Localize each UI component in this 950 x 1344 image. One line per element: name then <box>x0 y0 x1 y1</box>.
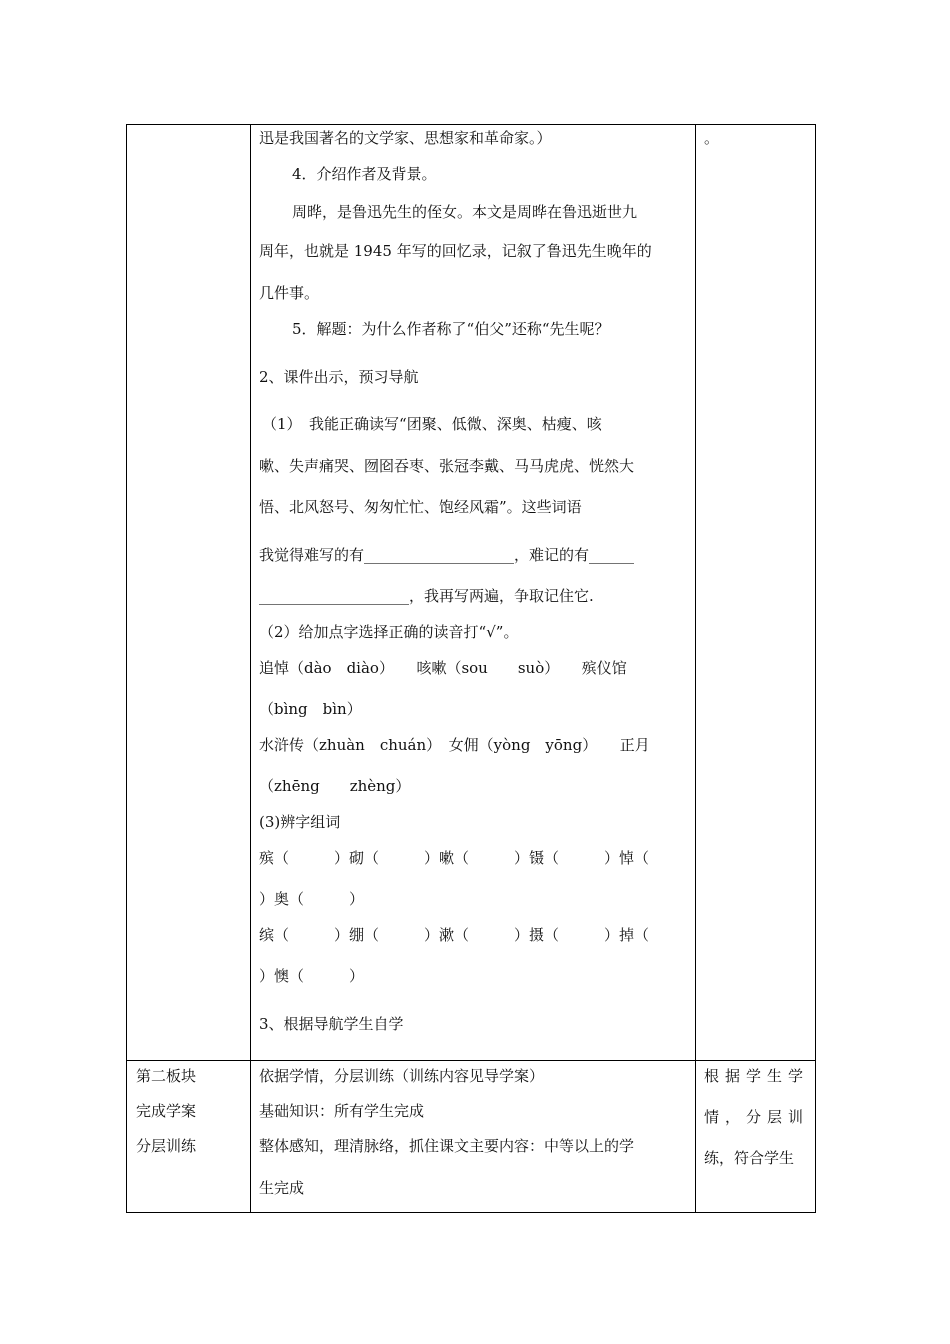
text-line: ）懊（ ） <box>259 967 365 985</box>
text-line: 整体感知，理清脉络，抓住课文主要内容：中等以上的学 <box>259 1137 635 1155</box>
text-line: 5．解题：为什么作者称了“伯父”还称“先生呢？ <box>292 320 610 338</box>
text-line: （bìng bìn） <box>259 700 362 718</box>
text-line: 追悼（dào diào） 咳嗽（sou suò） 殡仪馆 <box>259 659 627 677</box>
text-line: 3、根据导航学生自学 <box>259 1015 404 1033</box>
text-line: ____________________，我再写两遍，争取记住它. <box>259 587 594 605</box>
text-line: 基础知识：所有学生完成 <box>259 1102 425 1120</box>
text-line: 2、课件出示，预习导航 <box>259 368 419 386</box>
section-label: 完成学案 <box>136 1102 197 1120</box>
text-line: 生完成 <box>259 1179 305 1197</box>
text-line: 4．介绍作者及背景。 <box>292 165 437 183</box>
text-line: 周年，也就是 1945 年写的回忆录，记叙了鲁迅先生晚年的 <box>259 242 652 260</box>
remark-text: 练，符合学生 <box>704 1149 795 1167</box>
text-line: 依据学情，分层训练（训练内容见导学案） <box>259 1067 545 1085</box>
text-line: （zhēng zhèng） <box>259 777 411 795</box>
text-line: 悟、北风怒号、匆匆忙忙、饱经风霜”。这些词语 <box>259 498 582 516</box>
text-line: 周晔，是鲁迅先生的侄女。本文是周晔在鲁迅逝世九 <box>292 203 638 221</box>
row-divider <box>127 1060 815 1061</box>
text-line: 缤（ ）绷（ ）漱（ ）摄（ ）掉（ <box>259 926 650 944</box>
section-label: 第二板块 <box>136 1067 197 1085</box>
text-line: ）奥（ ） <box>259 890 365 908</box>
text-line: （2）给加点字选择正确的读音打“√”。 <box>259 623 519 641</box>
text-line: （1） 我能正确读写“团聚、低微、深奥、枯瘦、咳 <box>262 415 602 433</box>
text-line: 嗽、失声痛哭、囫囵吞枣、张冠李戴、马马虎虎、恍然大 <box>259 457 635 475</box>
text-line: 我觉得难写的有____________________，难记的有______ <box>259 546 635 564</box>
section-label: 分层训练 <box>136 1137 197 1155</box>
text-line: 迅是我国著名的文学家、思想家和革命家。） <box>259 129 552 147</box>
text-line: 几件事。 <box>259 284 320 302</box>
column-divider-left <box>250 125 251 1213</box>
remark-text: 情，分层训 <box>704 1108 810 1126</box>
remark-text: 。 <box>704 129 720 147</box>
text-line: 殡（ ）砌（ ）嗽（ ）镊（ ）悼（ <box>259 849 650 867</box>
column-divider-right <box>695 125 696 1213</box>
text-line: 水浒传（zhuàn chuán） 女佣（yòng yōng） 正月 <box>259 736 650 754</box>
text-line: (3)辨字组词 <box>259 813 341 831</box>
remark-text: 根据学生学 <box>704 1067 810 1085</box>
